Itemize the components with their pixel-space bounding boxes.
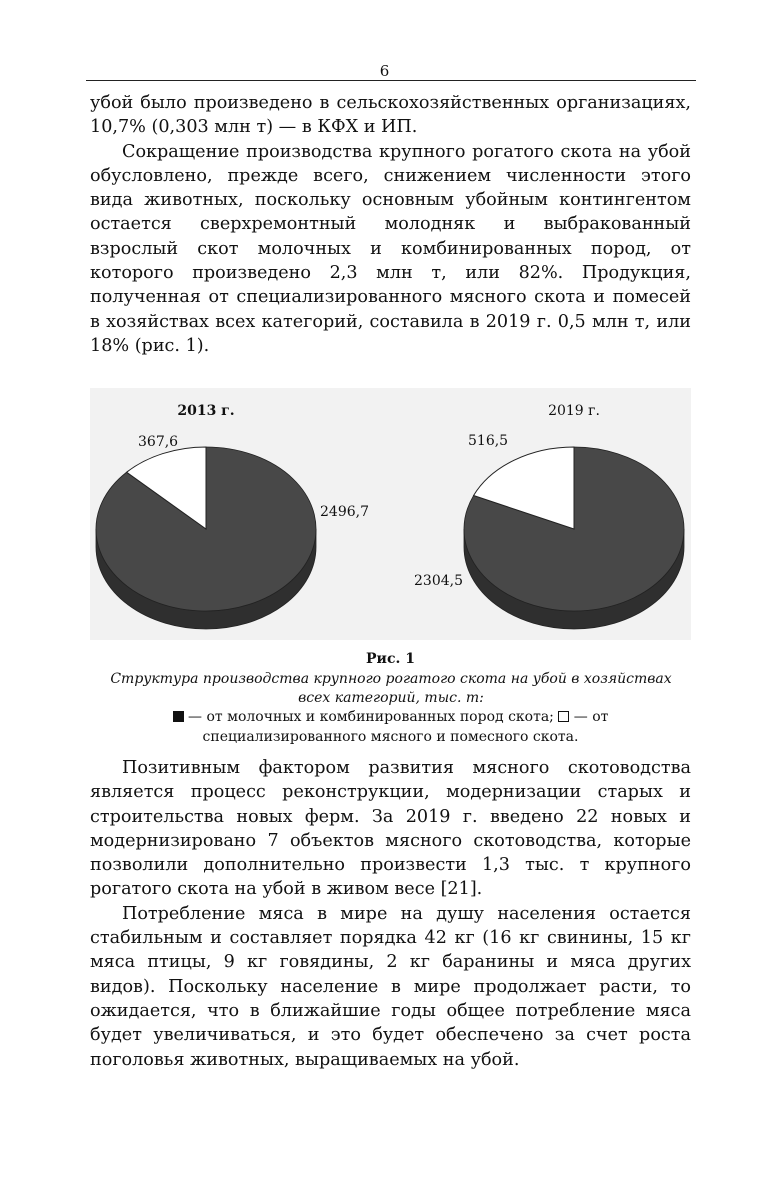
paragraph-cattle-decline: Сокращение производства крупного рогатого скота на убой обусловлено, прежде всего, снижением численности этого вида животных, поскольку основным убойным контингентом остается сверхремонтный молодняк и выбракованный взрослый скот молочных и комбинированных пород, от которого произведено 2,3 млн т, или 82%. Продукция, полученная от специализированного мясного скота и помесей в хозяйствах всех категорий, составила в 2019 г. 0,5 млн т, или 18% (рис. 1). — [90, 141, 691, 356]
pie-1-title: 2013 г. — [177, 403, 235, 419]
page-number: 6 — [379, 62, 390, 80]
pie-2-label-beef: 516,5 — [468, 433, 509, 449]
figure-label: Рис. 1 — [366, 651, 415, 667]
header-rule — [86, 80, 696, 81]
legend-dark-text: — от молочных и комбинированных пород скота; — [183, 709, 559, 725]
legend-swatch-light — [558, 711, 569, 722]
pie-1-label-dairy: 2496,7 — [320, 504, 369, 520]
figure-legend — [90, 707, 691, 747]
pie-1-label-beef: 367,6 — [138, 434, 179, 450]
figure-chart-area — [90, 388, 691, 640]
pie-2-title: 2019 г. — [548, 403, 600, 419]
paragraph-continuation: убой было произведено в сельскохозяйственных организациях, 10,7% (0,303 млн т) — в КФХ и ИП. — [90, 93, 691, 138]
legend-light-text: — от специализированного мясного и помесного скота. — [202, 709, 609, 745]
paragraph-reconstruction: Позитивным фактором развития мясного скотоводства является процесс реконструкции, модернизации старых и строительства новых ферм. За 2019 г. введено 22 новых и модернизировано 7 объектов мясного скотоводства, которые позволили дополнительно произвести 1,3 тыс. т крупного рогатого скота на убой в живом весе [21]. — [90, 758, 691, 900]
text-block-top — [90, 91, 691, 358]
figure-caption: Структура производства крупного рогатого скота на убой в хозяйствах всех категорий, тыс. т: — [110, 671, 672, 706]
legend-swatch-dark — [173, 711, 184, 722]
text-block-bottom — [90, 756, 691, 1072]
pie-2-label-dairy: 2304,5 — [414, 573, 463, 589]
paragraph-meat-consumption: Потребление мяса в мире на душу населения остается стабильным и составляет порядка 42 кг (16 кг свинины, 15 кг мяса птицы, 9 кг говядины, 2 кг баранины и мяса других видов). Поскольку население в мире продолжает расти, то ожидается, что в ближайшие годы общее потребление мяса будет увеличиваться, и это будет обеспечено за счет роста поголовья животных, выращиваемых на убой. — [90, 903, 691, 1070]
pie-charts — [90, 388, 691, 640]
